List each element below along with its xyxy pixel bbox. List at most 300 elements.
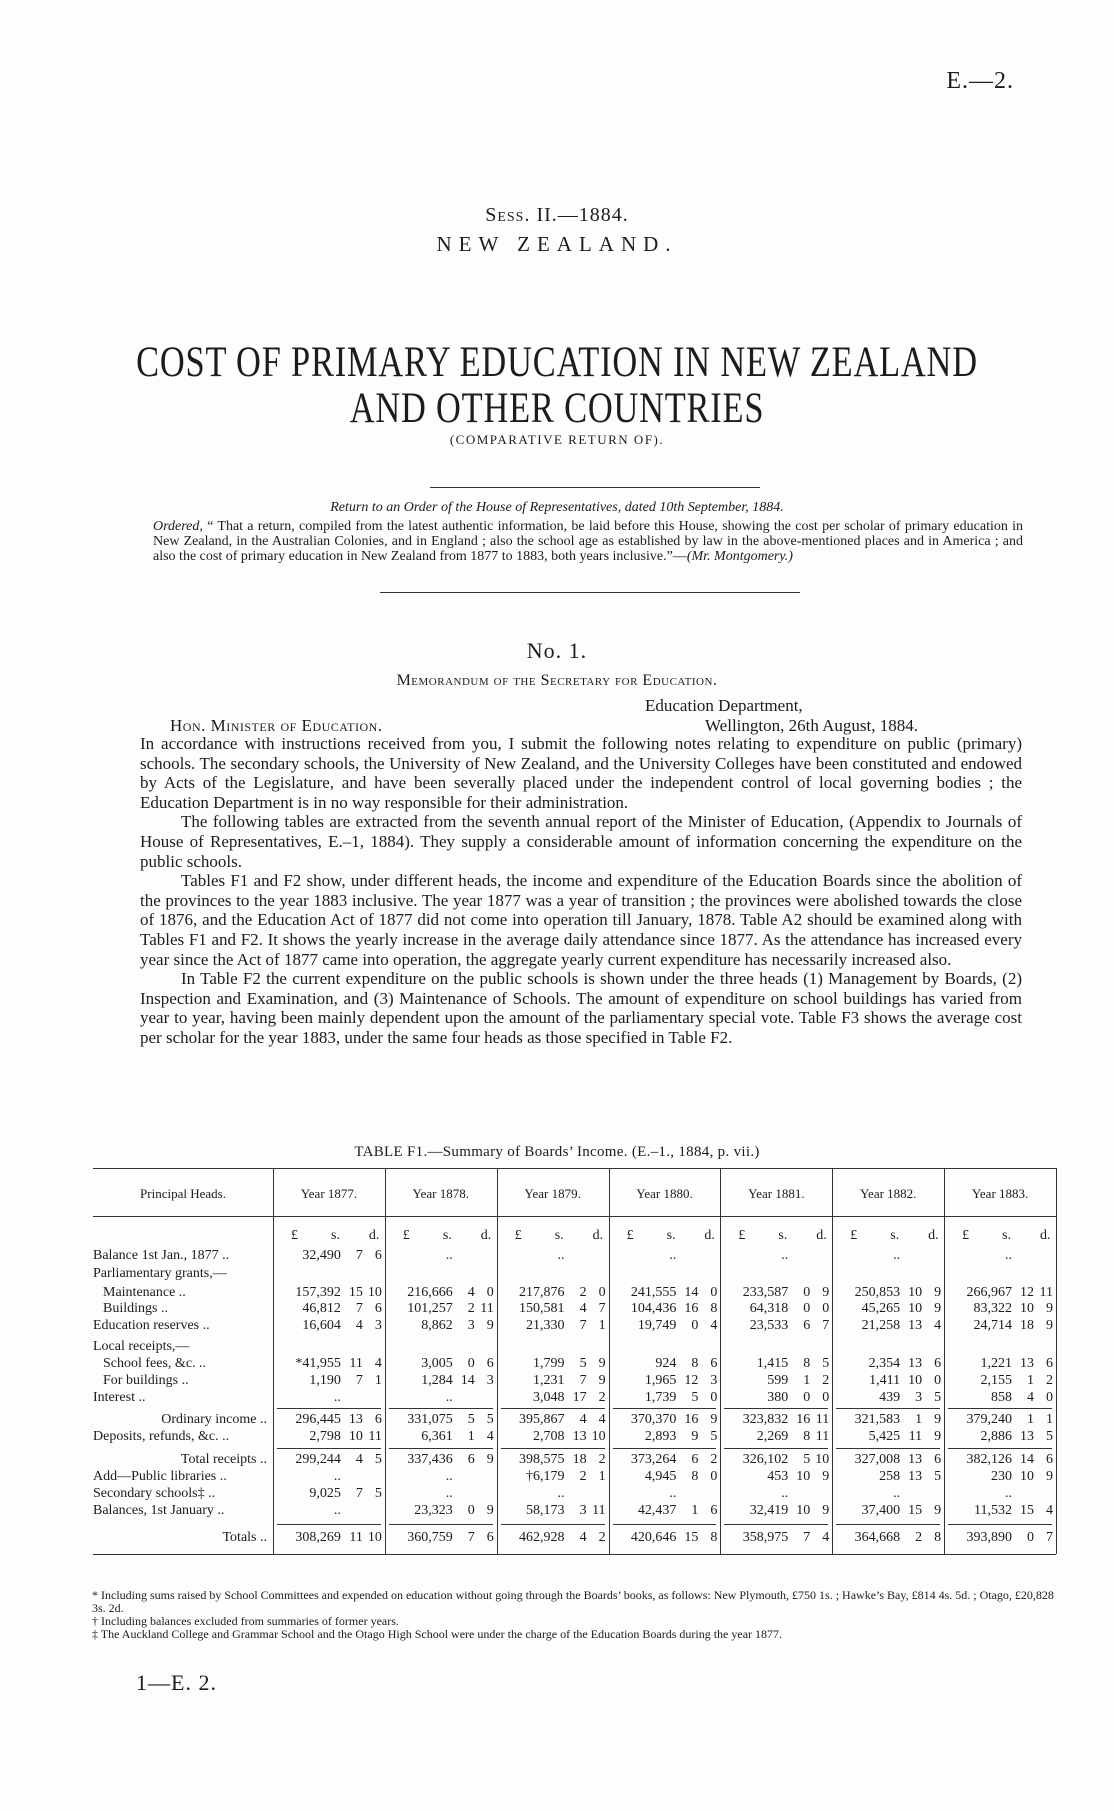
cell-pence: 9 bbox=[822, 1285, 830, 1300]
cell-pounds: 2,354 bbox=[868, 1356, 901, 1371]
cell-shillings: 16 bbox=[796, 1412, 811, 1427]
cell-shillings: 3 bbox=[915, 1390, 923, 1405]
cell-pence: 4 bbox=[710, 1318, 718, 1333]
page-code: E.—2. bbox=[946, 68, 1014, 94]
cell-pence: 10 bbox=[591, 1429, 606, 1444]
unit-shillings: s. bbox=[890, 1228, 900, 1243]
cell-pounds: 258 bbox=[879, 1469, 901, 1484]
cell-pence: 8 bbox=[710, 1301, 718, 1316]
cell-pounds: 11,532 bbox=[974, 1503, 1012, 1518]
cell-shillings: 10 bbox=[796, 1503, 811, 1518]
row-label: Ordinary income .. bbox=[161, 1412, 267, 1427]
paragraph: In Table F2 the current expenditure on the public schools is shown under the three heads (1) Management by Boards, (2) Inspection and Examination, and (3) Maintenance of Schools. The amount of expenditure on school buildings has varied from year to year, having been mainly dependent upon the amount of the parliamentary special vote. Table F3 shows the average cost per scholar for the year 1883, under the same four heads as those specified in Table F2. bbox=[140, 969, 1022, 1047]
memo-heading: Memorandum of the Secretary for Education. bbox=[396, 672, 718, 689]
cell-pence: 0 bbox=[934, 1373, 942, 1388]
cell-pence: 7 bbox=[598, 1301, 606, 1316]
cell-shillings: 1 bbox=[1027, 1412, 1034, 1427]
cell-pounds: 24,714 bbox=[973, 1318, 1012, 1333]
cell-shillings: 2 bbox=[915, 1530, 923, 1545]
sum-rule bbox=[277, 1448, 381, 1449]
cell-pounds: 150,581 bbox=[519, 1301, 565, 1316]
cell-shillings: 4 bbox=[579, 1301, 587, 1316]
cell-pounds: 1,231 bbox=[533, 1373, 565, 1388]
cell-shillings: 11 bbox=[908, 1429, 923, 1444]
cell-pence: 9 bbox=[934, 1412, 942, 1427]
cell-shillings: 0 bbox=[691, 1318, 699, 1333]
cell-shillings: 0 bbox=[803, 1301, 811, 1316]
cell-pounds: 6,361 bbox=[421, 1429, 453, 1444]
cell-pounds: 83,322 bbox=[973, 1301, 1012, 1316]
signature-mark: 1—E. 2. bbox=[136, 1670, 217, 1695]
cell-shillings: 7 bbox=[355, 1301, 363, 1316]
cell-pounds: 393,890 bbox=[966, 1530, 1012, 1545]
row-label: Local receipts,— bbox=[93, 1339, 190, 1354]
table-top-rule bbox=[93, 1168, 1056, 1169]
department-line: Education Department, bbox=[645, 696, 803, 715]
cell-shillings: 7 bbox=[467, 1530, 475, 1545]
unit-pound: £ bbox=[850, 1228, 858, 1243]
section-number: No. 1. bbox=[526, 638, 588, 663]
cell-pounds: 858 bbox=[990, 1390, 1012, 1405]
cell-pence: 9 bbox=[822, 1469, 830, 1484]
unit-shillings: s. bbox=[1002, 1228, 1012, 1243]
cell-pence: 10 bbox=[815, 1452, 830, 1467]
cell-pence: 5 bbox=[374, 1452, 382, 1467]
unit-pound: £ bbox=[626, 1228, 634, 1243]
cell-pounds: 21,330 bbox=[526, 1318, 565, 1333]
column-header-year: Year 1882. bbox=[859, 1186, 917, 1201]
cell-pounds: 924 bbox=[655, 1356, 677, 1371]
cell-pence: 4 bbox=[486, 1429, 494, 1444]
cell-pence: 6 bbox=[934, 1452, 942, 1467]
cell-pounds: 370,370 bbox=[630, 1412, 677, 1427]
cell-pounds: 2,886 bbox=[980, 1429, 1012, 1444]
cell-shillings: 13 bbox=[908, 1356, 923, 1371]
row-label: Balance 1st Jan., 1877 .. bbox=[93, 1248, 230, 1263]
cell-shillings: 7 bbox=[355, 1373, 363, 1388]
cell-pence: 1 bbox=[598, 1469, 606, 1484]
sum-rule bbox=[389, 1448, 493, 1449]
cell-pounds: 331,075 bbox=[407, 1412, 453, 1427]
footnote: ‡ The Auckland College and Grammar School and the Otago High School were under the charge of the Education Boards during the year 1877. bbox=[92, 1627, 783, 1641]
cell-shillings: 3 bbox=[579, 1503, 587, 1518]
cell-pence: 4 bbox=[598, 1412, 606, 1427]
cell-pounds: 337,436 bbox=[407, 1452, 453, 1467]
cell-shillings: 8 bbox=[803, 1429, 811, 1444]
cell-pence: 9 bbox=[934, 1429, 942, 1444]
paragraph: In accordance with instructions received from you, I submit the following notes relating to expenditure on public (primary) schools. The secondary schools, the University of New Zealand, and the University Colleges have been constituted and endowed by Acts of the Legislature, and have been severally placed under the independent control of local governing bodies ; the Education Department is in no way responsible for their administration. bbox=[140, 734, 1022, 812]
cell-pounds: 439 bbox=[879, 1390, 901, 1405]
cell-pence: 5 bbox=[822, 1356, 830, 1371]
unit-pence: d. bbox=[704, 1228, 715, 1243]
cell-pounds: 58,173 bbox=[526, 1503, 565, 1518]
cell-shillings: 5 bbox=[803, 1452, 811, 1467]
sum-rule bbox=[389, 1408, 493, 1409]
unit-pound: £ bbox=[962, 1228, 970, 1243]
divider bbox=[380, 592, 800, 593]
row-label: Balances, 1st January .. bbox=[93, 1503, 225, 1518]
cell-pence: 5 bbox=[374, 1486, 382, 1501]
cell-pounds: 2,269 bbox=[756, 1429, 789, 1444]
row-label: Education reserves .. bbox=[93, 1318, 210, 1333]
cell-pounds: 321,583 bbox=[854, 1412, 901, 1427]
column-header-principal: Principal Heads. bbox=[140, 1186, 226, 1201]
cell-pence: 3 bbox=[374, 1318, 382, 1333]
cell-pounds: 358,975 bbox=[742, 1530, 789, 1545]
document-title-line-1: COST OF PRIMARY EDUCATION IN NEW ZEALAND bbox=[136, 339, 978, 386]
table-bottom-rule bbox=[93, 1554, 1056, 1555]
cell-pence: 9 bbox=[486, 1452, 494, 1467]
cell-pounds: 327,008 bbox=[854, 1452, 901, 1467]
footnote: † Including balances excluded from summaries of former years. bbox=[92, 1614, 399, 1628]
sum-rule bbox=[501, 1524, 605, 1525]
cell-pounds: 46,812 bbox=[302, 1301, 341, 1316]
cell-shillings: 2 bbox=[579, 1469, 587, 1484]
cell-pounds: 266,967 bbox=[966, 1285, 1012, 1300]
row-label: Secondary schools‡ .. bbox=[93, 1486, 216, 1501]
cell-pence: 5 bbox=[1046, 1429, 1053, 1444]
cell-pounds: .. bbox=[669, 1248, 677, 1263]
unit-shillings: s. bbox=[778, 1228, 788, 1243]
cell-pence: 8 bbox=[710, 1530, 718, 1545]
cell-pounds: 4,945 bbox=[644, 1469, 677, 1484]
cell-pence: 5 bbox=[710, 1429, 718, 1444]
row-label: School fees, &c. .. bbox=[103, 1356, 207, 1371]
cell-shillings: 7 bbox=[803, 1530, 811, 1545]
cell-shillings: 1 bbox=[803, 1373, 811, 1388]
cell-pounds: 104,436 bbox=[630, 1301, 677, 1316]
cell-shillings: 18 bbox=[1020, 1318, 1034, 1333]
cell-pence: 11 bbox=[815, 1429, 830, 1444]
cell-shillings: 5 bbox=[579, 1356, 587, 1371]
cell-shillings: 8 bbox=[803, 1356, 811, 1371]
cell-pounds: 1,190 bbox=[309, 1373, 341, 1388]
cell-shillings: 13 bbox=[1020, 1429, 1034, 1444]
cell-shillings: 10 bbox=[1020, 1469, 1034, 1484]
sum-rule bbox=[613, 1448, 717, 1449]
cell-pounds: 599 bbox=[767, 1373, 789, 1388]
cell-pounds: 23,533 bbox=[749, 1318, 789, 1333]
cell-pounds: .. bbox=[445, 1469, 453, 1484]
cell-pence: 2 bbox=[1046, 1373, 1053, 1388]
cell-shillings: 8 bbox=[691, 1469, 699, 1484]
cell-pounds: 299,244 bbox=[295, 1452, 341, 1467]
cell-shillings: 10 bbox=[908, 1285, 923, 1300]
cell-pounds: 23,323 bbox=[414, 1503, 453, 1518]
cell-pounds: 241,555 bbox=[630, 1285, 677, 1300]
cell-pounds: .. bbox=[669, 1486, 677, 1501]
cell-shillings: 16 bbox=[684, 1301, 699, 1316]
column-header-year: Year 1877. bbox=[300, 1186, 358, 1201]
sum-rule bbox=[613, 1408, 717, 1409]
cell-shillings: 7 bbox=[579, 1373, 587, 1388]
cell-pounds: 326,102 bbox=[742, 1452, 789, 1467]
cell-pounds: 32,490 bbox=[302, 1248, 341, 1263]
cell-shillings: 1 bbox=[1027, 1373, 1034, 1388]
row-label: Totals .. bbox=[222, 1530, 267, 1545]
cell-pounds: .. bbox=[781, 1248, 789, 1263]
cell-pence: 9 bbox=[934, 1285, 942, 1300]
cell-pence: 6 bbox=[374, 1412, 382, 1427]
cell-shillings: 1 bbox=[691, 1503, 699, 1518]
cell-pounds: 157,392 bbox=[295, 1285, 341, 1300]
cell-pence: 9 bbox=[598, 1373, 606, 1388]
cell-shillings: 4 bbox=[467, 1285, 475, 1300]
cell-shillings: 13 bbox=[908, 1318, 923, 1333]
sum-rule bbox=[836, 1524, 940, 1525]
cell-pounds: 373,264 bbox=[630, 1452, 677, 1467]
cell-pence: 2 bbox=[710, 1452, 718, 1467]
unit-shillings: s. bbox=[554, 1228, 564, 1243]
cell-shillings: 1 bbox=[915, 1412, 923, 1427]
document-title-line-2: AND OTHER COUNTRIES bbox=[349, 385, 765, 432]
cell-shillings: 13 bbox=[908, 1469, 923, 1484]
cell-pounds: 380 bbox=[767, 1390, 789, 1405]
cell-pence: 1 bbox=[1046, 1412, 1053, 1427]
row-label: Buildings .. bbox=[103, 1301, 168, 1316]
cell-shillings: 15 bbox=[908, 1503, 923, 1518]
cell-pounds: 230 bbox=[990, 1469, 1012, 1484]
cell-pounds: 2,798 bbox=[309, 1429, 341, 1444]
cell-pounds: 3,005 bbox=[421, 1356, 453, 1371]
cell-pence: 0 bbox=[710, 1285, 718, 1300]
row-label: Parliamentary grants,— bbox=[93, 1266, 227, 1281]
cell-pounds: 216,666 bbox=[407, 1285, 453, 1300]
cell-shillings: 4 bbox=[579, 1530, 587, 1545]
unit-shillings: s. bbox=[331, 1228, 340, 1243]
unit-shillings: s. bbox=[666, 1228, 676, 1243]
row-label: Add—Public libraries .. bbox=[93, 1469, 227, 1484]
unit-pence: d. bbox=[592, 1228, 604, 1243]
cell-pence: 9 bbox=[934, 1503, 942, 1518]
sum-rule bbox=[277, 1524, 381, 1525]
cell-shillings: 13 bbox=[572, 1429, 587, 1444]
cell-shillings: 6 bbox=[691, 1452, 699, 1467]
cell-pence: 2 bbox=[598, 1452, 606, 1467]
cell-pounds: 101,257 bbox=[407, 1301, 453, 1316]
cell-pounds: .. bbox=[333, 1390, 341, 1405]
cell-pounds: .. bbox=[333, 1503, 341, 1518]
cell-shillings: 12 bbox=[1020, 1285, 1034, 1300]
cell-pence: 0 bbox=[486, 1285, 494, 1300]
cell-pounds: 453 bbox=[767, 1469, 789, 1484]
column-header-year: Year 1878. bbox=[412, 1186, 469, 1201]
row-label: Maintenance .. bbox=[103, 1285, 186, 1300]
cell-pence: 2 bbox=[822, 1373, 830, 1388]
cell-pence: 9 bbox=[822, 1503, 830, 1518]
cell-pence: 1 bbox=[598, 1318, 606, 1333]
row-label: Total receipts .. bbox=[180, 1452, 267, 1467]
sum-rule bbox=[836, 1408, 940, 1409]
unit-pence: d. bbox=[1040, 1228, 1051, 1243]
cell-pounds: 37,400 bbox=[861, 1503, 901, 1518]
cell-pounds: 296,445 bbox=[295, 1412, 341, 1427]
row-label: Deposits, refunds, &c. .. bbox=[93, 1429, 230, 1444]
return-order-line: Return to an Order of the House of Representatives, dated 10th September, 1884. bbox=[330, 500, 784, 515]
cell-shillings: 7 bbox=[355, 1248, 363, 1263]
cell-shillings: 0 bbox=[467, 1356, 475, 1371]
cell-shillings: 7 bbox=[355, 1486, 363, 1501]
cell-shillings: 15 bbox=[1020, 1503, 1034, 1518]
cell-pence: 6 bbox=[486, 1356, 494, 1371]
cell-shillings: 10 bbox=[1020, 1301, 1034, 1316]
column-header-year: Year 1881. bbox=[748, 1186, 805, 1201]
cell-pounds: 21,258 bbox=[861, 1318, 901, 1333]
cell-pounds: 19,749 bbox=[637, 1318, 677, 1333]
cell-pence: 0 bbox=[1046, 1390, 1053, 1405]
row-label: Interest .. bbox=[93, 1390, 146, 1405]
cell-shillings: 13 bbox=[908, 1452, 923, 1467]
cell-shillings: 2 bbox=[467, 1301, 475, 1316]
cell-pounds: .. bbox=[557, 1248, 565, 1263]
cell-pence: 6 bbox=[710, 1503, 718, 1518]
cell-shillings: 6 bbox=[803, 1318, 811, 1333]
unit-pound: £ bbox=[514, 1228, 522, 1243]
cell-shillings: 14 bbox=[1020, 1452, 1034, 1467]
cell-shillings: 9 bbox=[691, 1429, 699, 1444]
unit-pound: £ bbox=[402, 1228, 410, 1243]
cell-shillings: 15 bbox=[348, 1285, 363, 1300]
order-paragraph bbox=[153, 519, 1023, 564]
cell-pounds: 379,240 bbox=[966, 1412, 1012, 1427]
cell-pounds: 64,318 bbox=[749, 1301, 789, 1316]
footnote: * Including sums raised by School Committees and expended on education without going through the Boards’ books, as follows: New Plymouth, £750 1s. ; Hawke’s Bay, £814 4s. 5d. ; Otago, £20,828 3s. 2d. bbox=[92, 1588, 1054, 1615]
column-header-year: Year 1879. bbox=[524, 1186, 581, 1201]
cell-pounds: *41,955 bbox=[295, 1356, 341, 1371]
cell-pounds: †6,179 bbox=[526, 1469, 565, 1484]
cell-pence: 10 bbox=[367, 1285, 382, 1300]
cell-shillings: 16 bbox=[684, 1412, 699, 1427]
cell-pounds: 2,155 bbox=[980, 1373, 1012, 1388]
paragraph: The following tables are extracted from the seventh annual report of the Minister of Education, (Appendix to Journals of House of Representatives, E.–1, 1884). They supply a considerable amount of information concerning the expenditure on the public schools. bbox=[140, 812, 1022, 871]
cell-shillings: 13 bbox=[1020, 1356, 1034, 1371]
cell-pence: 9 bbox=[1046, 1318, 1053, 1333]
cell-pounds: 1,965 bbox=[644, 1373, 677, 1388]
cell-pounds: 398,575 bbox=[519, 1452, 565, 1467]
cell-pounds: 323,832 bbox=[742, 1412, 789, 1427]
table-header-rule bbox=[93, 1216, 1056, 1217]
cell-pence: 6 bbox=[374, 1301, 382, 1316]
column-header-year: Year 1883. bbox=[971, 1186, 1029, 1201]
sum-rule bbox=[613, 1524, 717, 1525]
country-heading: NEW ZEALAND. bbox=[436, 232, 678, 256]
cell-pounds: 5,425 bbox=[868, 1429, 901, 1444]
cell-pounds: .. bbox=[781, 1486, 789, 1501]
cell-shillings: 10 bbox=[348, 1429, 363, 1444]
unit-pound: £ bbox=[738, 1228, 746, 1243]
cell-pence: 9 bbox=[934, 1301, 942, 1316]
unit-pence: d. bbox=[928, 1228, 939, 1243]
addressee-line: Hon. Minister of Education. bbox=[170, 716, 383, 735]
cell-shillings: 17 bbox=[572, 1390, 587, 1405]
table-column-rule bbox=[1056, 1168, 1057, 1554]
cell-pence: 0 bbox=[598, 1285, 606, 1300]
cell-shillings: 0 bbox=[803, 1390, 811, 1405]
cell-pounds: 462,928 bbox=[519, 1530, 565, 1545]
cell-pence: 7 bbox=[1046, 1530, 1053, 1545]
cell-shillings: 4 bbox=[1027, 1390, 1034, 1405]
cell-pounds: .. bbox=[445, 1248, 453, 1263]
cell-shillings: 8 bbox=[691, 1356, 699, 1371]
sum-rule bbox=[724, 1448, 828, 1449]
sum-rule bbox=[836, 1448, 940, 1449]
document-subtitle: (COMPARATIVE RETURN OF). bbox=[449, 432, 665, 447]
cell-pounds: 1,415 bbox=[756, 1356, 789, 1371]
cell-pence: 4 bbox=[822, 1530, 830, 1545]
sum-rule bbox=[724, 1524, 828, 1525]
cell-shillings: 2 bbox=[579, 1285, 587, 1300]
cell-pence: 2 bbox=[598, 1390, 606, 1405]
cell-pence: 0 bbox=[710, 1469, 718, 1484]
cell-pounds: 45,265 bbox=[861, 1301, 901, 1316]
sum-rule bbox=[501, 1448, 605, 1449]
cell-shillings: 18 bbox=[572, 1452, 587, 1467]
cell-shillings: 14 bbox=[460, 1373, 475, 1388]
cell-pence: 9 bbox=[710, 1412, 718, 1427]
ordered-lead: Ordered, bbox=[153, 519, 203, 534]
cell-pounds: 360,759 bbox=[407, 1530, 453, 1545]
cell-pence: 6 bbox=[934, 1356, 942, 1371]
cell-shillings: 6 bbox=[467, 1452, 475, 1467]
cell-shillings: 1 bbox=[467, 1429, 475, 1444]
cell-pence: 2 bbox=[598, 1530, 606, 1545]
sum-rule bbox=[948, 1448, 1052, 1449]
cell-pounds: 32,419 bbox=[749, 1503, 789, 1518]
cell-pence: 4 bbox=[374, 1356, 382, 1371]
cell-pence: 6 bbox=[486, 1530, 494, 1545]
unit-pence: d. bbox=[368, 1228, 380, 1243]
cell-shillings: 15 bbox=[684, 1530, 699, 1545]
column-header-year: Year 1880. bbox=[636, 1186, 693, 1201]
row-label: For buildings .. bbox=[103, 1373, 189, 1388]
cell-pounds: 250,853 bbox=[854, 1285, 901, 1300]
cell-shillings: 11 bbox=[349, 1356, 363, 1371]
cell-shillings: 3 bbox=[467, 1318, 475, 1333]
cell-pounds: 3,048 bbox=[533, 1390, 565, 1405]
cell-pence: 5 bbox=[486, 1412, 494, 1427]
unit-pound: £ bbox=[291, 1228, 298, 1243]
cell-shillings: 13 bbox=[348, 1412, 363, 1427]
cell-pence: 3 bbox=[486, 1373, 494, 1388]
cell-shillings: 12 bbox=[684, 1373, 699, 1388]
cell-shillings: 0 bbox=[803, 1285, 811, 1300]
cell-shillings: 4 bbox=[355, 1318, 363, 1333]
cell-pounds: .. bbox=[557, 1486, 565, 1501]
cell-pounds: .. bbox=[893, 1248, 901, 1263]
cell-shillings: 4 bbox=[579, 1412, 587, 1427]
cell-pounds: 9,025 bbox=[309, 1486, 341, 1501]
cell-pence: 9 bbox=[1046, 1301, 1053, 1316]
cell-pence: 11 bbox=[480, 1301, 494, 1316]
cell-pounds: 16,604 bbox=[302, 1318, 341, 1333]
cell-pence: 7 bbox=[822, 1318, 830, 1333]
cell-pounds: 217,876 bbox=[519, 1285, 565, 1300]
cell-pounds: 2,893 bbox=[644, 1429, 677, 1444]
cell-pence: 0 bbox=[710, 1390, 718, 1405]
cell-shillings: 0 bbox=[1027, 1530, 1034, 1545]
cell-pounds: 1,799 bbox=[533, 1356, 565, 1371]
cell-pence: 9 bbox=[598, 1356, 606, 1371]
cell-shillings: 11 bbox=[349, 1530, 363, 1545]
cell-pence: 6 bbox=[374, 1248, 382, 1263]
cell-pence: 1 bbox=[374, 1373, 382, 1388]
cell-pounds: 1,739 bbox=[644, 1390, 677, 1405]
cell-pence: 11 bbox=[368, 1429, 382, 1444]
cell-pounds: 42,437 bbox=[637, 1503, 677, 1518]
sum-rule bbox=[948, 1524, 1052, 1525]
paragraph: Tables F1 and F2 show, under different heads, the income and expenditure of the Education Boards since the abolition of the provinces to the year 1883 inclusive. The year 1877 was a year of transition ; the provinces were abolished towards the close of 1876, and the Education Act of 1877 did not come into operation till January, 1878. Table A2 should be examined along with Tables F1 and F2. It shows the yearly increase in the average daily attendance since 1877. As the attendance has increased every year since the Act of 1877 came into operation, the aggregate yearly current expenditure has necessarily increased also. bbox=[140, 871, 1022, 969]
cell-shillings: 10 bbox=[796, 1469, 811, 1484]
